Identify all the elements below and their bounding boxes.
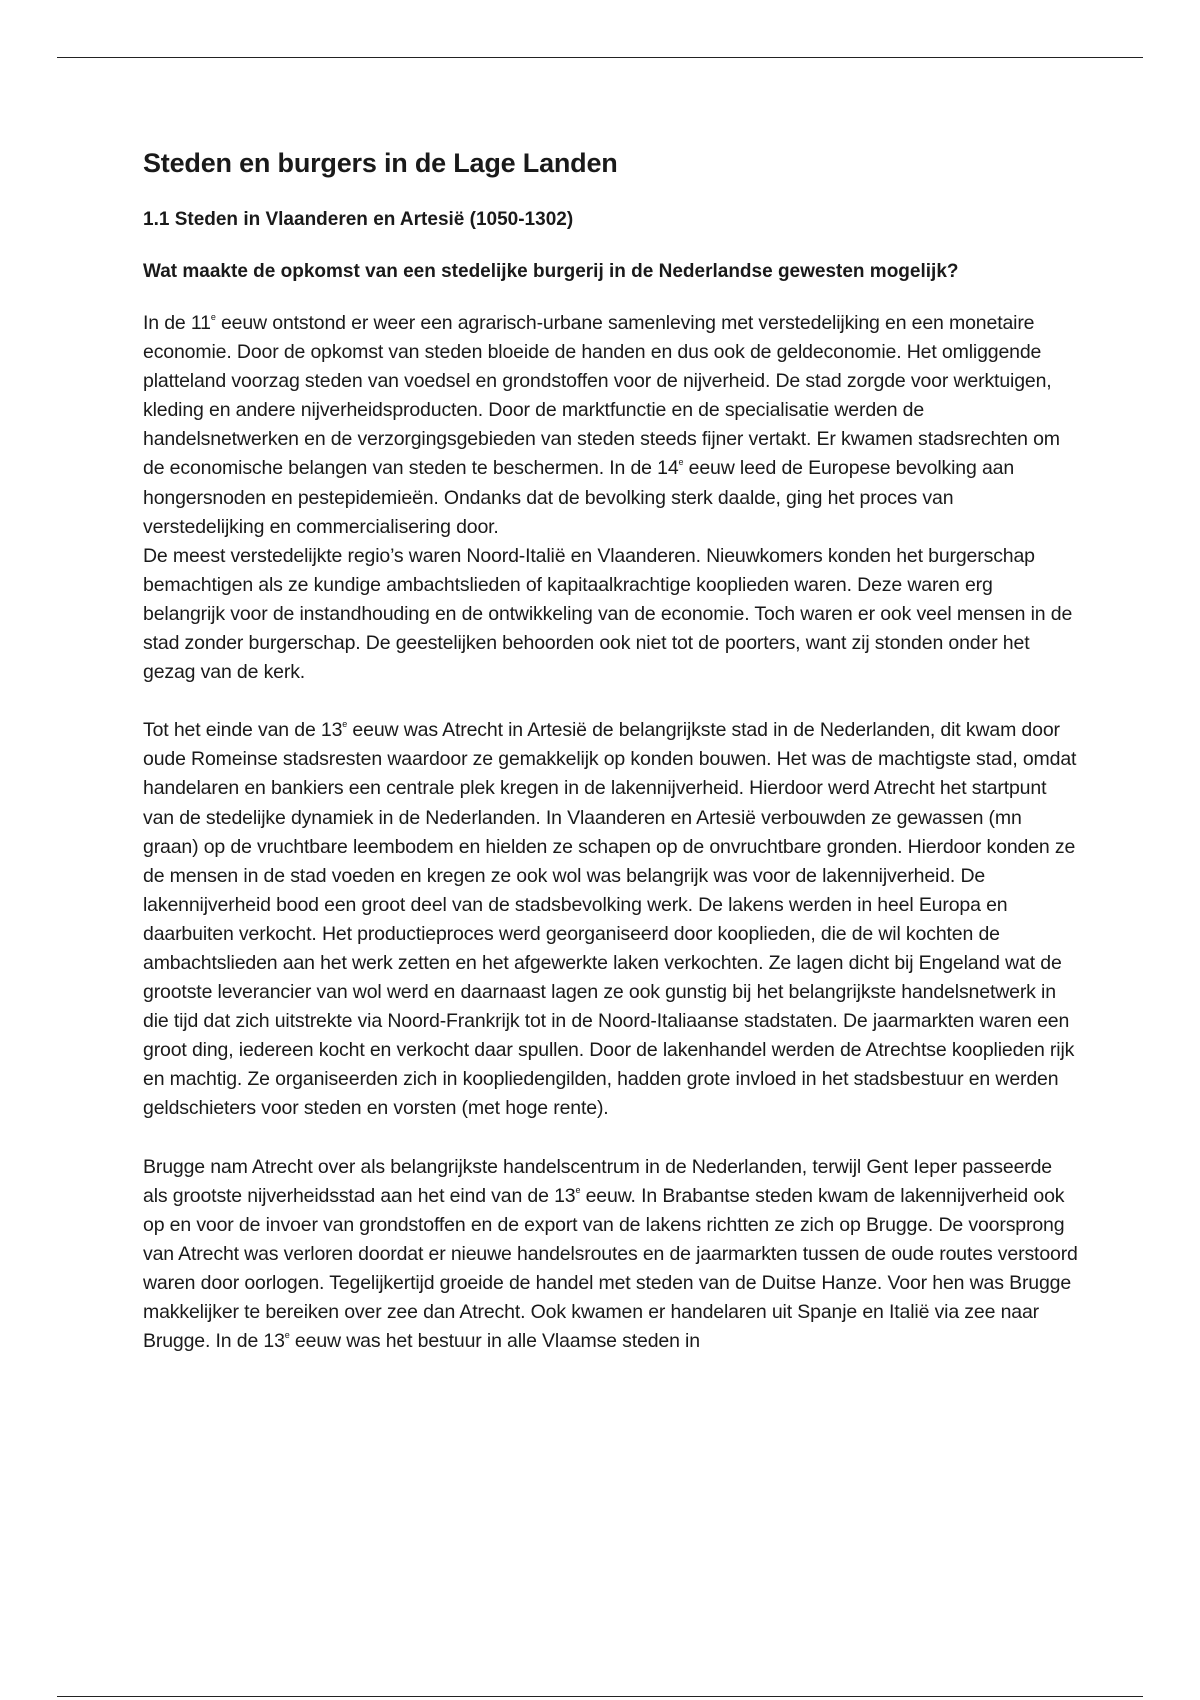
- paragraph-4: Brugge nam Atrecht over als belangrijkste handelscentrum in de Nederlanden, terwijl Gent Ieper passeerde als grootste nijverheidsstad aan het eind van de 13e eeuw. In Brabantse steden kwam de lakennijverheid ook op en voor de invoer van grondstoffen en de export van de lakens richtten ze zich op Brugge. De voorsprong van Atrecht was verloren doordat er nieuwe handelsroutes en de jaarmarkten tussen de oude routes verstoord waren door oorlogen. Tegelijkertijd groeide de handel met steden van de Duitse Hanze. Voor hen was Brugge makkelijker te bereiken over zee dan Atrecht. Ook kwamen er handelaren uit Spanje en Italië via zee naar Brugge. In de 13e eeuw was het bestuur in alle Vlaamse steden in: [143, 1155, 1078, 1353]
- guiding-question: Wat maakte de opkomst van een stedelijke burgerij in de Nederlandse gewesten mogelijk?: [143, 261, 959, 282]
- top-rule: [57, 57, 1143, 58]
- paragraph-3: Tot het einde van de 13e eeuw was Atrecht in Artesië de belangrijkste stad in de Nederlanden, dit kwam door oude Romeinse stadsresten waardoor ze gemakkelijk op konden bouwen. Het was de machtigste stad, omdat handelaren en bankiers een centrale plek kregen in de lakennijverheid. Hierdoor werd Atrecht het startpunt van de stedelijke dynamiek in de Nederlanden. In Vlaanderen en Artesië verbouwden ze gewassen (mn graan) op de vruchtbare leembodem en hielden ze schapen op de onvruchtbare gronden. Hierdoor konden ze de mensen in de stad voeden en kregen ze ook wol was belangrijk was voor de lakennijverheid. De lakennijverheid bood een groot deel van de stadsbevolking werk. De lakens werden in heel Europa en daarbuiten verkocht. Het productieproces werd georganiseerd door kooplieden, die de wil kochten de ambachtslieden aan het werk zetten en het afgewerkte laken verkochten. Ze lagen dicht bij Engeland wat de grootste leverancier van wol werd en daarnaast lagen ze ook gunstig bij het belangrijkste handelsnetwerk in die tijd dat zich uitstrekte via Noord-Frankrijk tot in de Noord-Italiaanse stadstaten. De jaarmarkten waren een groot ding, iedereen kocht en verkocht daar spullen. Door de lakenhandel werden de Atrechtse kooplieden rijk en machtig. Ze organiseerden zich in koopliedengilden, hadden grote invloed in het stadsbestuur en werden geldschieters voor steden en vorsten (met hoge rente).: [143, 719, 1077, 1120]
- bottom-rule: [57, 1696, 1143, 1697]
- section-heading: 1.1 Steden in Vlaanderen en Artesië (1050-1302): [143, 209, 574, 230]
- document-body: [143, 145, 1078, 1356]
- paragraph-2: De meest verstedelijkte regio’s waren Noord-Italië en Vlaanderen. Nieuwkomers konden het burgerschap bemachtigen als ze kundige ambachtslieden of kapitaalkrachtige kooplieden waren. Deze waren erg belangrijk voor de instandhouding en de ontwikkeling van de economie. Toch waren er ook veel mensen in de stad zonder burgerschap. De geestelijken behoorden ook niet tot de poorters, want zij stonden onder het gezag van de kerk.: [143, 544, 1073, 684]
- paragraph-1: In de 11e eeuw ontstond er weer een agrarisch-urbane samenleving met verstedelijking en een monetaire economie. Door de opkomst van steden bloeide de handen en dus ook de geldeconomie. Het omliggende platteland voorzag steden van voedsel en grondstoffen voor de nijverheid. De stad zorgde voor werktuigen, kleding en andere nijverheidsproducten. Door de marktfunctie en de specialisatie werden de handelsnetwerken en de verzorgingsgebieden van steden steeds fijner vertakt. Er kwamen stadsrechten om de economische belangen van steden te beschermen. In de 14e eeuw leed de Europese bevolking aan hongersnoden en pestepidemieën. Ondanks dat de bevolking sterk daalde, ging het proces van verstedelijking en commercialisering door.: [143, 312, 1060, 538]
- document-title: Steden en burgers in de Lage Landen: [143, 148, 618, 178]
